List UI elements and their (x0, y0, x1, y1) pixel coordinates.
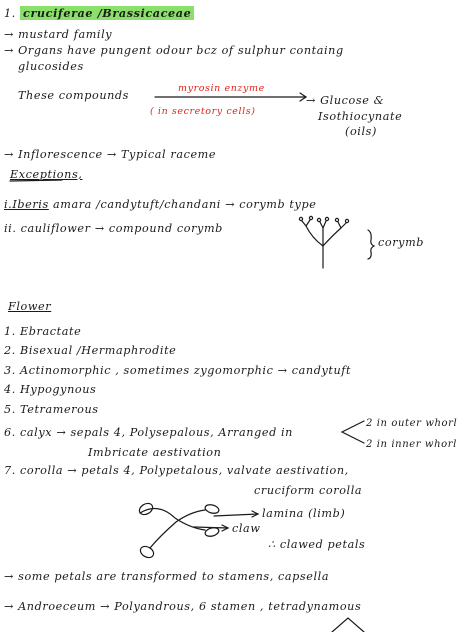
header-title: cruciferae /Brassicaceae (20, 6, 194, 20)
reaction-product-3: (oils) (345, 125, 377, 138)
header-number: 1. (4, 7, 16, 20)
exceptions-heading: Exceptions, (10, 168, 83, 181)
exceptions-underline (10, 180, 62, 181)
footer-line-2: → Androeceum → Polyandrous, 6 stamen , tetradynamous (4, 600, 362, 613)
reaction-product-1: → Glucose & (306, 94, 385, 107)
flower-item-5: 5. Tetramerous (4, 403, 99, 416)
compound-corymb-icon (299, 216, 374, 268)
reaction-location: ( in secretory cells) (150, 106, 256, 117)
claw-label: claw (232, 522, 261, 535)
calyx-line: 6. calyx → sepals 4, Polysepalous, Arranged in (4, 426, 293, 439)
reaction-product-2: Isothiocynate (318, 110, 403, 123)
exception-1-head: i.Iberis (4, 198, 49, 211)
footer-line-1: → some petals are transformed to stamens, capsella (4, 570, 330, 583)
corolla-form: cruciform corolla (254, 484, 363, 497)
inflorescence-line: → Inflorescence → Typical raceme (4, 148, 217, 161)
reaction-enzyme: myrosin enzyme (178, 83, 265, 94)
exception-item-2: ii. cauliflower → compound corymb (4, 222, 223, 235)
calyx-inner: 2 in inner whorl (366, 439, 457, 450)
flower-item-3: 3. Actinomorphic , sometimes zygomorphic → candytuft (4, 364, 352, 377)
reaction-subject: These compounds (18, 89, 130, 102)
lamina-label: lamina (limb) (262, 507, 346, 520)
flower-item-1: 1. Ebractate (4, 325, 82, 338)
clawed-petals-icon (137, 501, 258, 560)
intro-line-2: → Organs have pungent odour bcz of sulphur containg (4, 44, 344, 57)
intro-line-1: → mustard family (4, 28, 113, 41)
calyx-aestivation: Imbricate aestivation (88, 446, 222, 459)
intro-line-3: glucosides (18, 60, 84, 73)
exception-1-rest: amara /candytuft/chandani → corymb type (52, 198, 317, 211)
calyx-outer: 2 in outer whorl (366, 418, 458, 429)
flower-heading: Flower (8, 300, 52, 313)
partial-sketch-bottom (332, 618, 364, 632)
corymb-diagram-label: corymb (378, 236, 425, 249)
corolla-line: 7. corolla → petals 4, Polypetalous, valvate aestivation, (4, 464, 349, 477)
flower-item-2: 2. Bisexual /Hermaphrodite (4, 344, 177, 357)
flower-item-4: 4. Hypogynous (4, 383, 97, 396)
calyx-brace (342, 421, 364, 443)
clawed-petals-note: ∴ clawed petals (268, 538, 366, 551)
